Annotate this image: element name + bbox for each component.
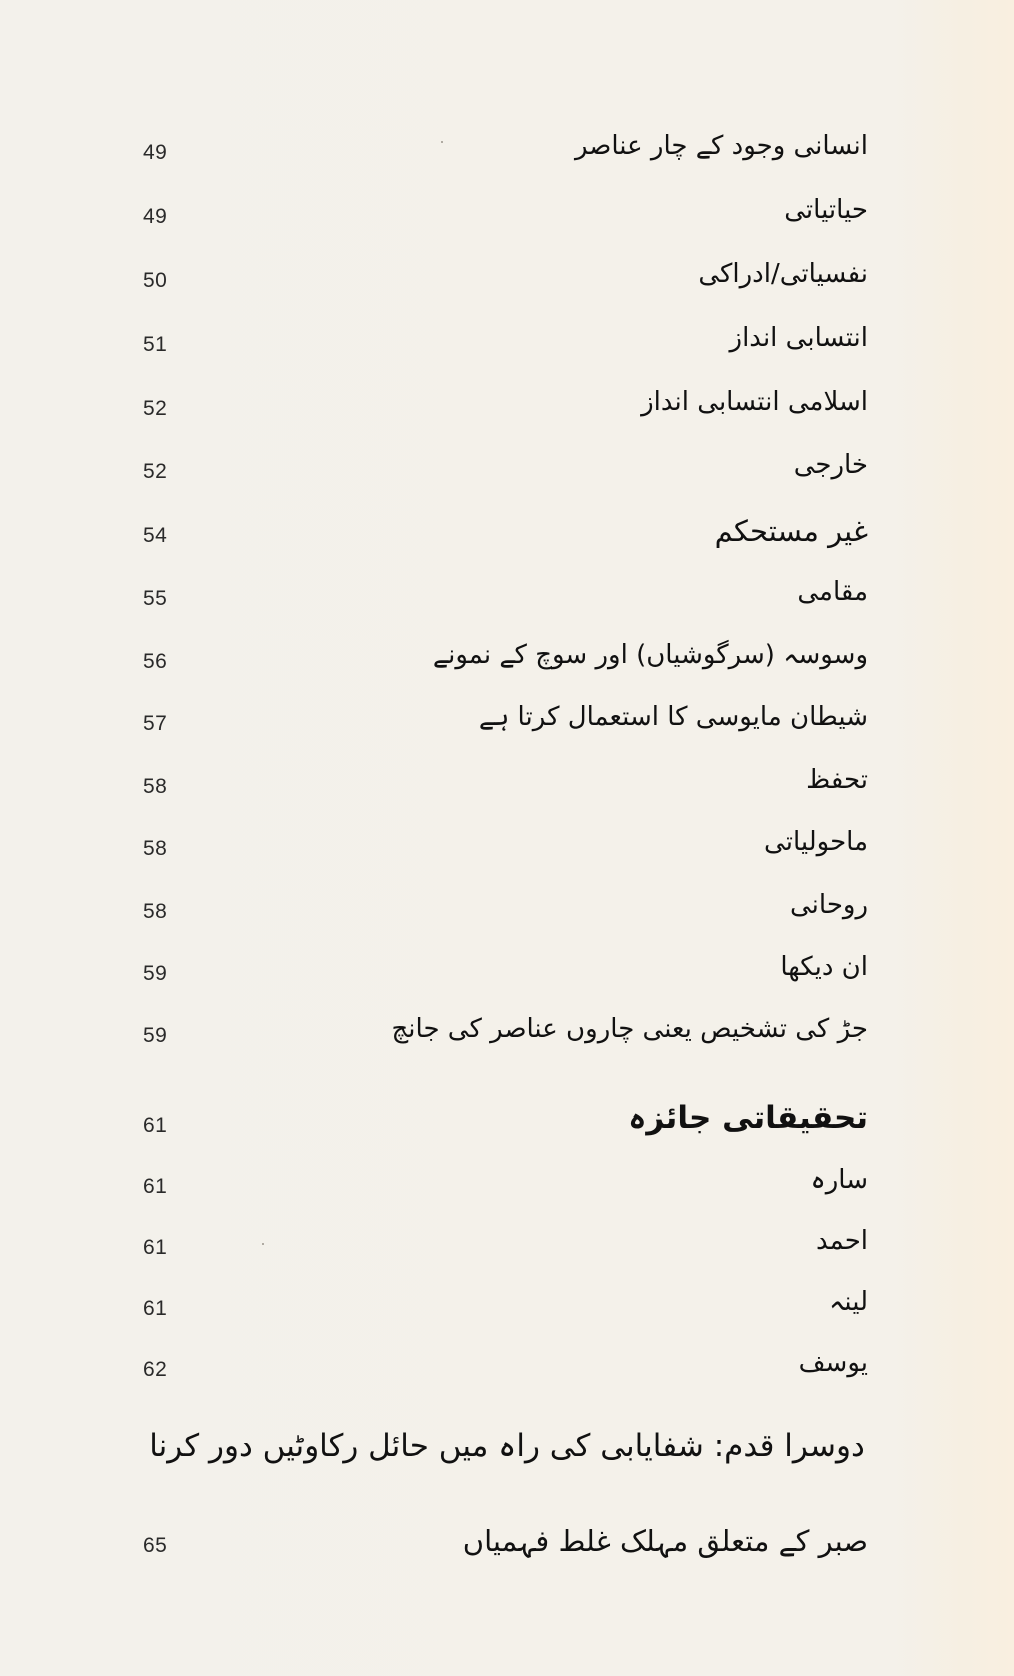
part-heading: دوسرا قدم: شفایابی کی راہ میں حائل رکاوٹیں دور کرنا xyxy=(149,1428,865,1464)
page-number: 49 xyxy=(143,141,168,164)
toc-entry[interactable] xyxy=(0,825,1014,875)
toc-entry[interactable] xyxy=(0,1012,1014,1062)
page-number: 52 xyxy=(143,397,168,420)
page-number: 62 xyxy=(143,1358,168,1381)
toc-entry[interactable] xyxy=(0,1346,1014,1396)
entry-title: انتسابی انداز xyxy=(729,323,868,353)
entry-title: نفسیاتی/ادراکی xyxy=(698,259,868,289)
toc-entry[interactable] xyxy=(0,512,1014,562)
entry-title: انسانی وجود کے چار عناصر xyxy=(574,131,868,161)
entry-title: یوسف xyxy=(798,1348,868,1378)
page-number: 61 xyxy=(143,1175,168,1198)
entry-title: شیطان مایوسی کا استعمال کرتا ہے xyxy=(478,702,868,732)
toc-entry[interactable] xyxy=(0,193,1014,243)
entry-title: حیاتیاتی xyxy=(784,195,868,225)
entry-title: اسلامی انتسابی انداز xyxy=(641,387,868,417)
entry-title: ماحولیاتی xyxy=(764,827,868,857)
page-number: 49 xyxy=(143,205,168,228)
toc-entry[interactable] xyxy=(0,1522,1014,1572)
page-number: 59 xyxy=(143,962,168,985)
entry-title: احمد xyxy=(816,1226,868,1256)
page-number: 65 xyxy=(143,1534,168,1557)
page-number: 56 xyxy=(143,650,168,673)
page-number: 51 xyxy=(143,333,168,356)
page-number: 54 xyxy=(143,524,168,547)
entry-title: سارہ xyxy=(810,1165,868,1195)
toc-entry[interactable] xyxy=(0,950,1014,1000)
toc-entry[interactable] xyxy=(0,888,1014,938)
entry-title: روحانی xyxy=(789,890,868,920)
entry-title: جڑ کی تشخیص یعنی چاروں عناصر کی جانچ xyxy=(391,1014,868,1044)
entry-title: خارجی xyxy=(793,450,868,480)
page-number: 50 xyxy=(143,269,168,292)
page-number: 59 xyxy=(143,1024,168,1047)
page-number: 57 xyxy=(143,712,168,735)
page-number: 58 xyxy=(143,775,168,798)
entry-title: ان دیکھا xyxy=(780,952,868,982)
toc-entry[interactable] xyxy=(0,700,1014,750)
entry-title: تحفظ xyxy=(806,765,868,795)
entry-title: صبر کے متعلق مہلک غلط فہمیاں xyxy=(462,1524,868,1558)
toc-entry[interactable] xyxy=(0,638,1014,688)
page-number: 55 xyxy=(143,587,168,610)
page-number: 58 xyxy=(143,837,168,860)
page-number: 52 xyxy=(143,460,168,483)
toc-entry[interactable] xyxy=(0,129,1014,179)
toc-entry[interactable] xyxy=(0,385,1014,435)
toc-entry[interactable] xyxy=(0,1163,1014,1213)
toc-entry[interactable] xyxy=(0,448,1014,498)
toc-entry[interactable] xyxy=(0,763,1014,813)
toc-entry[interactable] xyxy=(0,575,1014,625)
page-number: 58 xyxy=(143,900,168,923)
entry-title: وسوسہ (سرگوشیاں) اور سوچ کے نمونے xyxy=(432,640,868,670)
entry-title: مقامی xyxy=(797,577,868,607)
page-number: 61 xyxy=(143,1297,168,1320)
entry-title: غیر مستحکم xyxy=(714,514,868,548)
toc-entry[interactable] xyxy=(0,1285,1014,1335)
toc-section-entry[interactable] xyxy=(0,1102,1014,1152)
page-number: 61 xyxy=(143,1114,168,1137)
section-title: تحقیقاتی جائزہ xyxy=(628,1100,868,1136)
toc-entry[interactable] xyxy=(0,257,1014,307)
entry-title: لینہ xyxy=(829,1287,868,1317)
toc-entry[interactable] xyxy=(0,1224,1014,1274)
page-number: 61 xyxy=(143,1236,168,1259)
toc-entry[interactable] xyxy=(0,321,1014,371)
